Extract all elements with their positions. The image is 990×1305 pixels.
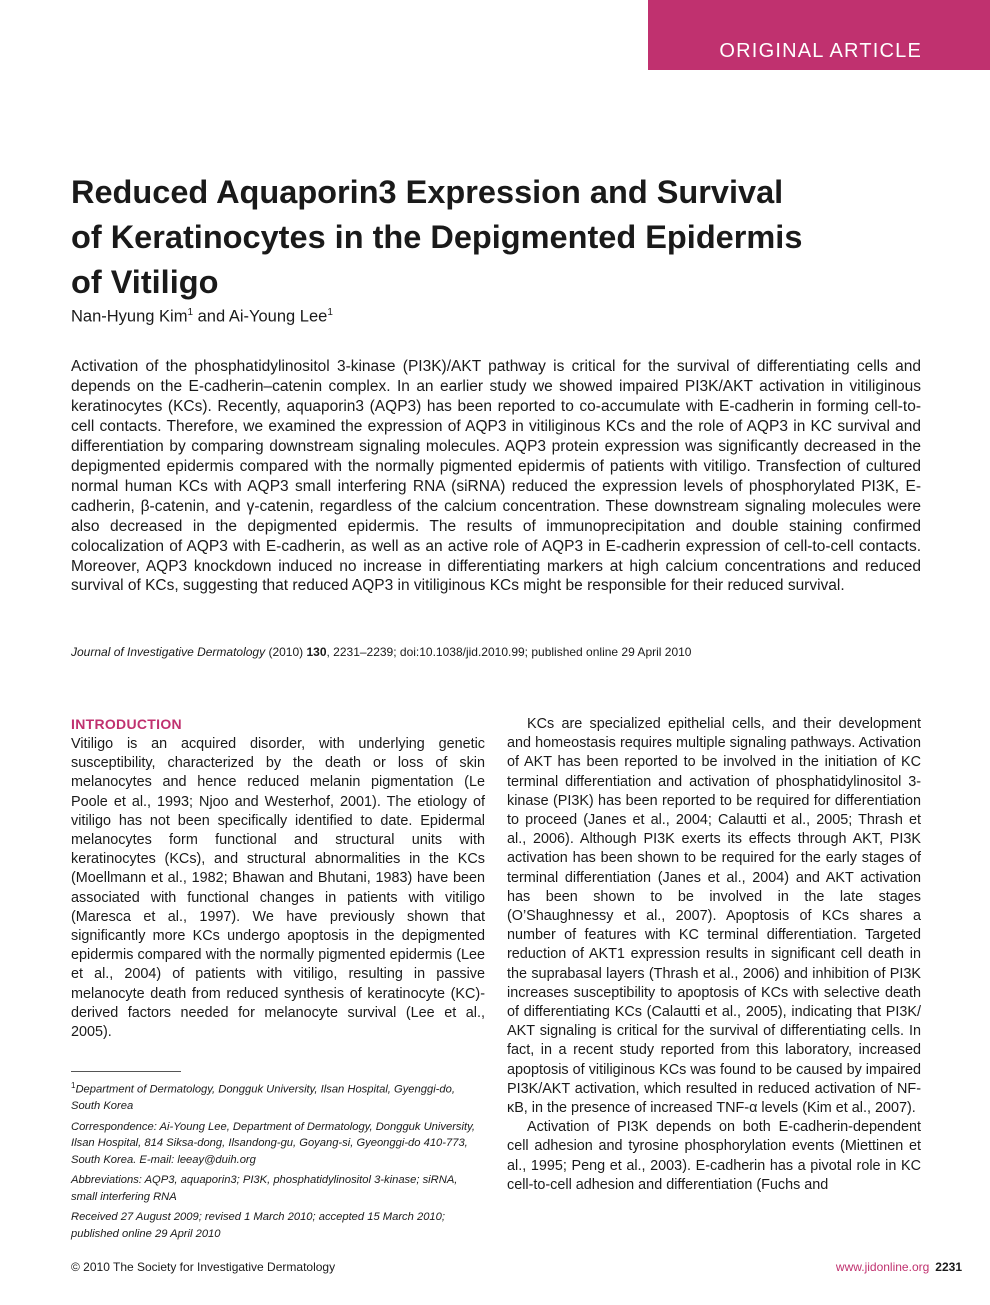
body-paragraph: Activation of PI3K depends on both E-cadherin-dependent cell adhesion and tyrosine phosphorylation events (Miettinen et al., 1995; Peng et al., 2003). E-cadherin has a pivotal role in KC cell-to-cell adhesion and differentiation (Fuchs and xyxy=(507,1119,921,1193)
abstract: Activation of the phosphatidylinositol 3-kinase (PI3K)/AKT pathway is critical for the survival of differentiating cells and depends on the E-cadherin–catenin complex. In an earlier study we showed impaired PI3K/AKT activation in vitiliginous keratinocytes (KCs). Recently, aquaporin3 (AQP3) has been reported to co-accumulate with E-cadherin in forming cell-to-cell contacts. Therefore, we examined the expression of AQP3 in vitiliginous KCs and the role of AQP3 in KC survival and differentiation by comparing downstream signaling molecules. AQP3 protein expression was significantly decreased in the depigmented epidermis compared with the normally pigmented epidermis of patients with vitiligo. Transfection of cultured normal human KCs with AQP3 small interfering RNA (siRNA) reduced the expression levels of phosphorylated PI3K, E-cadherin, β-catenin, and γ-catenin, regardless of the calcium concentration. These downstream signaling molecules were also decreased in the depigmented epidermis. The results of immunoprecipitation and double staining confirmed colocalization of AQP3 with E-cadherin, as well as an active role of AQP3 in E-cadherin expression of cell-to-cell contacts. Moreover, AQP3 knockdown induced no increase in differentiating markers at high calcium concentrations and reduced survival of KCs, suggesting that reduced AQP3 in vitiliginous KCs might be responsible for their reduced survival. xyxy=(71,358,921,595)
footnotes xyxy=(71,1078,485,1246)
affiliation-marker: 1 xyxy=(187,307,194,318)
introduction-heading: INTRODUCTION xyxy=(71,716,182,732)
left-column xyxy=(71,715,485,1042)
right-column xyxy=(507,715,921,1195)
article-type-label: ORIGINAL ARTICLE xyxy=(719,40,922,62)
body-paragraph: KCs are specialized epithelial cells, and their development and homeostasis requires multiple signaling pathways. Activation of AKT has been reported to be involved in the initiation of KC terminal differentiation and activation of phosphatidylinositol 3-kinase (PI3K) has been reported to be required for differentiation to proceed (Janes et al., 2004; Calautti et al., 2005; Thrash et al., 2006). Although PI3K exerts its effects through AKT, PI3K activation has been shown to be required for the early stages of terminal differentiation (Janes et al., 2004) and AKT activation has been shown to be involved in the late stages (O’Shaughnessy et al., 2007). Apoptosis of KCs shares a number of features with KC terminal differentiation. Targeted reduction of AKT1 expression results in significant cell death in the suprabasal layers (Thrash et al., 2006) and inhibition of PI3K increases susceptibility to apoptosis of KCs with selective death of differentiating KCs (Calautti et al., 2005), indicating that PI3K/ AKT signaling is critical for the survival of differentiating cells. In fact, in a recent study reported from this laboratory, increased apoptosis of vitiliginous KCs was found to be caused by impaired PI3K/AKT activation, which resulted in reduced activation of NF-κB, in the presence of increased TNF-α levels (Kim et al., 2007). xyxy=(507,716,921,1117)
journal-url-link[interactable]: www.jidonline.org xyxy=(835,1260,930,1274)
affiliation-note xyxy=(71,1078,485,1115)
title-line-2: of Keratinocytes in the Depigmented Epidermis xyxy=(71,219,803,255)
title-line-3: of Vitiligo xyxy=(71,264,219,300)
author-conjunction: and xyxy=(193,307,229,326)
affiliation-note-marker: 1 xyxy=(71,1081,76,1090)
author-list xyxy=(71,307,333,327)
page-number: 2231 xyxy=(935,1260,962,1274)
author-name: Nan-Hyung Kim xyxy=(71,307,188,326)
footnote-divider xyxy=(71,1071,181,1072)
abbreviations-note: Abbreviations: AQP3, aquaporin3; PI3K, phosphatidylinositol 3-kinase; siRNA, small interfering RNA xyxy=(71,1174,458,1203)
correspondence-note: Correspondence: Ai-Young Lee, Department of Dermatology, Dongguk University, Ilsan Hospital, 814 Siksa-dong, Ilsandong-gu, Goyang-si, Gyeonggi-do 410-773, South Korea. E-mail: leeay@duih.org xyxy=(71,1120,475,1166)
copyright-notice: © 2010 The Society for Investigative Dermatology xyxy=(71,1260,336,1274)
citation-volume: 130 xyxy=(306,645,327,659)
title-line-1: Reduced Aquaporin3 Expression and Survival xyxy=(71,174,784,210)
affiliation-text: Department of Dermatology, Dongguk University, Ilsan Hospital, Gyenggi-do, South Korea xyxy=(71,1083,455,1113)
introduction-paragraph: Vitiligo is an acquired disorder, with underlying genetic susceptibility, characterized by the death or loss of skin melanocytes and hence reduced melanin pigmentation (Le Poole et al., 1993; Njoo and Westerhof, 2001). The etiology of vitiligo has not been specifically identified to date. Epidermal melanocytes form functional and structural units with keratinocytes (KCs), and structural abnormalities in the KCs (Moellmann et al., 1982; Bhawan and Bhutani, 1983) have been associated with functional changes in patients with vitiligo (Maresca et al., 1997). We have previously shown that significantly more KCs undergo apoptosis in the depigmented epidermis compared with the normally pigmented epidermis (Lee et al., 2004) of patients with vitiligo, resulting in passive melanocyte death from reduced synthesis of keratinocyte (KC)-derived factors needed for melanocyte survival (Lee et al., 2005). xyxy=(71,736,485,1041)
citation-line xyxy=(71,645,931,659)
article-type-banner xyxy=(648,0,990,70)
author-name: Ai-Young Lee xyxy=(228,307,328,326)
dates-note: Received 27 August 2009; revised 1 March 2010; accepted 15 March 2010; published online 29 April 2010 xyxy=(71,1211,445,1240)
article-title xyxy=(71,170,871,305)
citation-details: , 2231–2239; doi:10.1038/jid.2010.99; published online 29 April 2010 xyxy=(326,645,692,659)
citation-year: (2010) xyxy=(265,645,307,659)
affiliation-marker: 1 xyxy=(327,307,333,318)
page-footer xyxy=(836,1260,962,1274)
journal-name: Journal of Investigative Dermatology xyxy=(71,645,266,659)
